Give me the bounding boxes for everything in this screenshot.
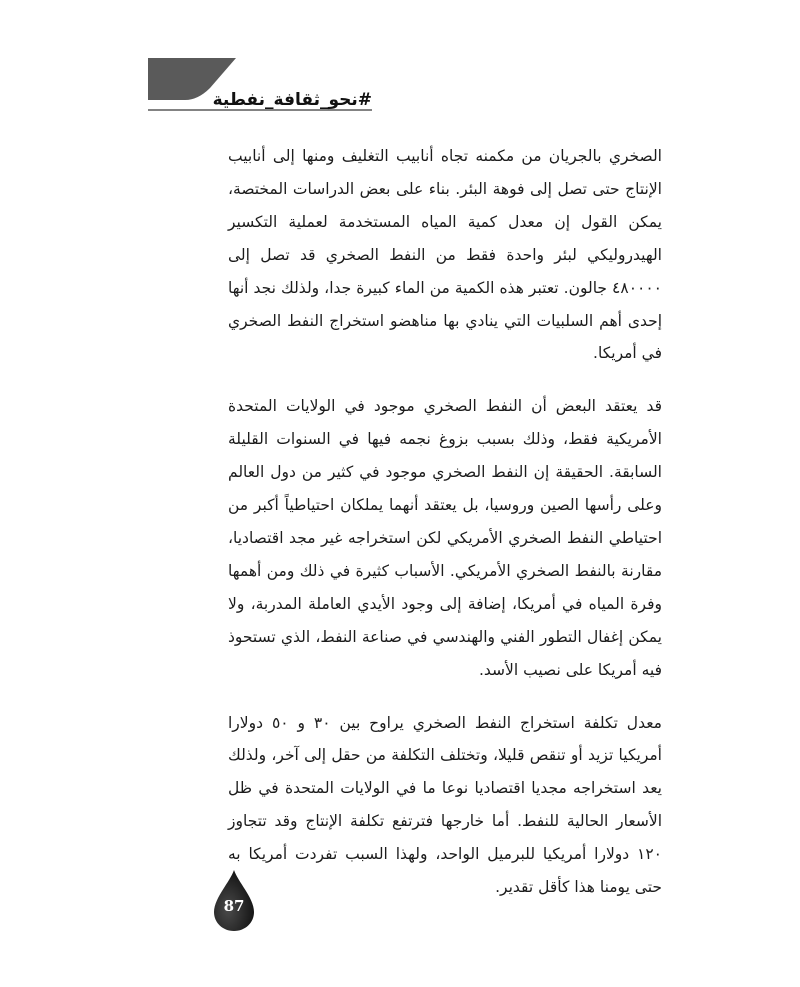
paragraph: قد يعتقد البعض أن النفط الصخري موجود في الولايات المتحدة الأمريكية فقط، وذلك بسبب بزوغ نجمه فيها في السنوات القليلة السابقة. الحقيقة إن النفط الصخري موجود في كثير من دول العالم وعلى رأسها الصين وروسيا، بل يعتقد أنهما يملكان احتياطياً أكبر من احتياطي النفط الصخري الأمريكي لكن استخراجه غير مجد اقتصاديا، مقارنة بالنفط الصخري الأمريكي. الأسباب كثيرة في ذلك ومن أهمها وفرة المياه في أمريكا، إضافة إلى وجود الأيدي العاملة المدربة، ولا يمكن إغفال التطور الفني والهندسي في صناعة النفط، الذي تستحوذ فيه أمريكا على نصيب الأسد. bbox=[228, 397, 662, 679]
body-text bbox=[228, 140, 662, 904]
page-number: 87 bbox=[223, 897, 245, 915]
paragraph: الصخري بالجريان من مكمنه تجاه أنابيب التغليف ومنها إلى أنابيب الإنتاج حتى تصل إلى فوهة البئر. بناء على بعض الدراسات المختصة، يمكن القول إن معدل كمية المياه المستخدمة لعملية التكسير الهيدروليكي لبئر واحدة فقط من النفط الصخري قد تصل إلى ٤٨٠٠٠٠ جالون. تعتبر هذه الكمية من الماء كبيرة جدا، ولذلك نجد أنها إحدى أهم السلبيات التي ينادي بها مناهضو استخراج النفط الصخري في أمريكا. bbox=[228, 147, 662, 363]
header-tab-shape bbox=[0, 0, 800, 140]
paragraph: معدل تكلفة استخراج النفط الصخري يراوح بين ٣٠ و ٥٠ دولارا أمريكيا تزيد أو تنقص قليلا، وتختلف التكلفة من حقل إلى آخر، ولذلك يعد استخراجه مجديا اقتصاديا نوعا ما في الولايات المتحدة في ظل الأسعار الحالية للنفط. أما خارجها فترتفع تكلفة الإنتاج وقد تتجاوز ١٢٠ دولارا أمريكيا للبرميل الواحد، ولهذا السبب تفردت أمريكا به حتى يومنا هذا كأقل تقدير. bbox=[228, 713, 662, 897]
section-hashtag: #نحو_ثقافة_نفطية bbox=[212, 90, 372, 110]
